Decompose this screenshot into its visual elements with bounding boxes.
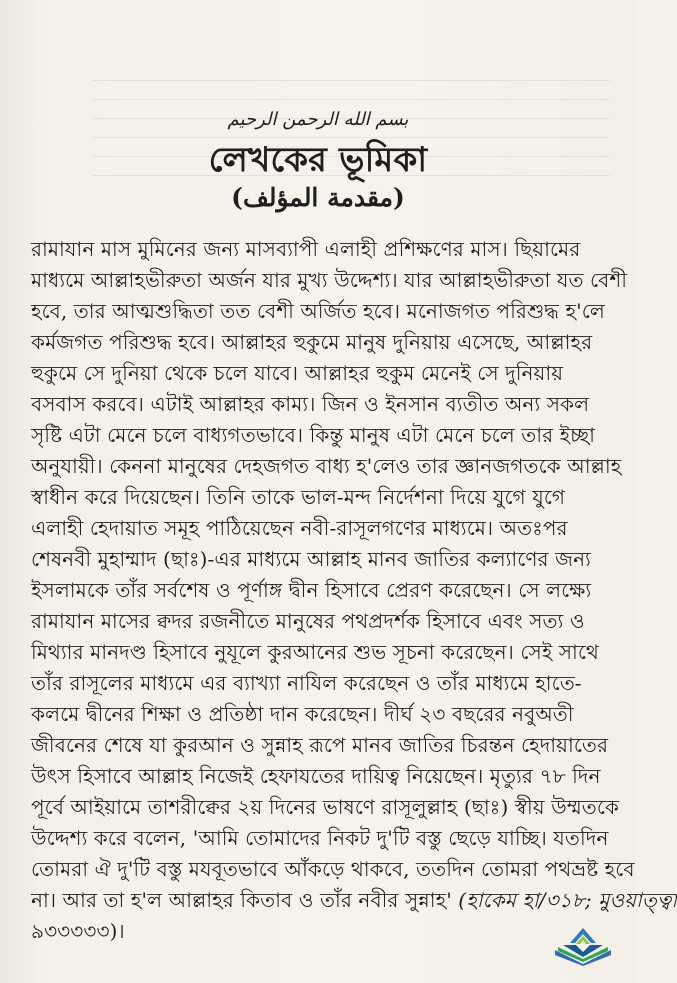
preface-body bbox=[31, 234, 677, 947]
text-line: মাধ্যমে আল্লাহভীরুতা অর্জন যার মুখ্য উদ্দেশ্য। যার আল্লাহভীরুতা যত বেশী bbox=[31, 268, 628, 292]
text-line: এলাহী হেদায়াত সমূহ পাঠিয়েছেন নবী-রাসূলগণের মাধ্যমে। অতঃপর bbox=[31, 516, 568, 540]
book-mountain-logo-icon bbox=[552, 914, 614, 966]
text-line: ৯৩৩৩৩৩)। bbox=[31, 919, 125, 943]
basmala: بسم الله الرحمن الرحيم bbox=[227, 109, 409, 130]
citation-reference: (হাকেম হা/৩১৮; মুওয়াত্ত্বা bbox=[458, 888, 677, 912]
text-line: শেষনবী মুহাম্মাদ (ছাঃ)-এর মাধ্যমে আল্লাহ মানব জাতির কল্যাণের জন্য bbox=[31, 547, 591, 571]
text-line: সৃষ্টি এটা মেনে চলে বাধ্যগতভাবে। কিন্তু মানুষ এটা মেনে চলে তার ইচ্ছা bbox=[31, 423, 596, 447]
arabic-subtitle: (مقدمة المؤلف) bbox=[231, 183, 405, 212]
text-line: ইসলামকে তাঁর সর্বশেষ ও পূর্ণাঙ্গ দ্বীন হিসাবে প্রেরণ করেছেন। সে লক্ষ্যে bbox=[31, 578, 592, 602]
text-line: স্বাধীন করে দিয়েছেন। তিনি তাকে ভাল-মন্দ নির্দেশনা দিয়ে যুগে যুগে bbox=[31, 485, 566, 509]
page-title: লেখকের ভূমিকা bbox=[208, 140, 428, 180]
text-line: তোমরা ঐ দু'টি বস্তু মযবূতভাবে আঁকড়ে থাকবে, ততদিন তোমরা পথভ্রষ্ট হবে bbox=[31, 857, 635, 881]
text-line: রামাযান মাসের ক্বদর রজনীতে মানুষের পথপ্রদর্শক হিসাবে এবং সত্য ও bbox=[31, 609, 585, 633]
text-line: হুকুমে সে দুনিয়া থেকে চলে যাবে। আল্লাহর হুকুম মেনেই সে দুনিয়ায় bbox=[31, 361, 564, 385]
text-line: তাঁর রাসূলের মাধ্যমে এর ব্যাখ্যা নাযিল করেছেন ও তাঁর মাধ্যমে হাতে- bbox=[31, 671, 582, 695]
text-line: না। আর তা হ'ল আল্লাহর কিতাব ও তাঁর নবীর সুন্নাহ' bbox=[31, 888, 452, 912]
text-line: কলমে দ্বীনের শিক্ষা ও প্রতিষ্ঠা দান করেছেন। দীর্ঘ ২৩ বছরের নবুঅতী bbox=[31, 702, 574, 726]
text-line-with-reference bbox=[31, 885, 677, 916]
text-line: বসবাস করবে। এটাই আল্লাহর কাম্য। জিন ও ইনসান ব্যতীত অন্য সকল bbox=[31, 392, 590, 416]
text-line: রামাযান মাস মুমিনের জন্য মাসব্যাপী এলাহী প্রশিক্ষণের মাস। ছিয়ামের bbox=[31, 237, 581, 261]
text-line: কর্মজগত পরিশুদ্ধ হবে। আল্লাহর হুকুমে মানুষ দুনিয়ায় এসেছে, আল্লাহর bbox=[31, 330, 593, 354]
text-line: অনুযায়ী। কেননা মানুষের দেহজগত বাধ্য হ'লেও তার জ্ঞানজগতকে আল্লাহ bbox=[31, 454, 622, 478]
text-line: হবে, তার আত্মশুদ্ধিতা তত বেশী অর্জিত হবে। মনোজগত পরিশুদ্ধ হ'লে bbox=[31, 299, 605, 323]
text-line: জীবনের শেষে যা কুরআন ও সুন্নাহ রূপে মানব জাতির চিরন্তন হেদায়াতের bbox=[31, 733, 609, 757]
text-line: উদ্দেশ্য করে বলেন, 'আমি তোমাদের নিকট দু'টি বস্তু ছেড়ে যাচ্ছি। যতদিন bbox=[31, 826, 609, 850]
text-line: উৎস হিসাবে আল্লাহ নিজেই হেফাযতের দায়িত্ব নিয়েছেন। মৃত্যুর ৭৮ দিন bbox=[31, 764, 601, 788]
text-line: মিথ্যার মানদণ্ড হিসাবে নুযূলে কুরআনের শুভ সূচনা করেছেন। সেই সাথে bbox=[31, 640, 599, 664]
text-line: পূর্বে আইয়ামে তাশরীক্বের ২য় দিনের ভাষণে রাসূলুল্লাহ (ছাঃ) স্বীয় উম্মতকে bbox=[31, 795, 619, 819]
